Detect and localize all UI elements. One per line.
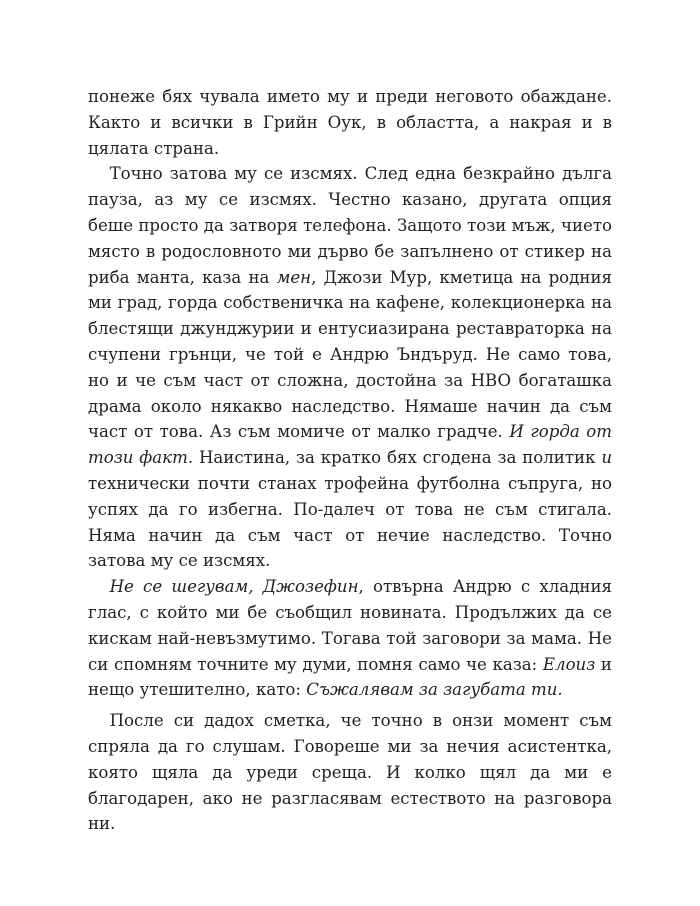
paragraph: [88, 708, 612, 837]
paragraph: [88, 84, 612, 161]
paragraph: [88, 574, 612, 703]
body-text-run: После си дадох сметка, че точно в онзи момент съм спряла да го слушам. Говореше ми за нечия асистентка, която щяла да уреди среща. И колко щял да ми е благодарен, ако не разгласявам естеството на разговора ни.: [88, 711, 612, 834]
body-text-run: и нещо утешително, като:: [88, 654, 612, 700]
body-text-run: Наистина, за кратко бях сгодена за политик: [193, 448, 602, 468]
body-text: [88, 84, 612, 837]
paragraph: [88, 161, 612, 574]
italic-text: мен: [276, 267, 312, 287]
body-text-run: понеже бях чувала името му и преди неговото обаждане. Както и всички в Грийн Оук, в областта, а накрая и в цялата страна.: [88, 87, 612, 158]
body-text-run: , отвърна Андрю с хладния глас, с който ми бе съобщил новината. Продължих да се кискам най-невъзмутимо. Тогава той заговори за мама. Не си спомням точните му думи, помня само че каза:: [88, 577, 612, 674]
italic-text: И горда от този факт.: [88, 422, 613, 468]
italic-text: Елоиз: [542, 654, 596, 674]
body-text-run: технически почти станах трофейна футболна съпруга, но успях да го избегна. По-далеч от това не съм стигала. Няма начин да съм част от нечие наследство. Точно затова му се изсмях.: [88, 473, 612, 571]
body-text-run: Точно затова му се изсмях. След една безкрайно дълга пауза, аз му се изсмях. Честно казано, другата опция беше просто да затворя телефона. Защото този мъж, чието място в родословното ми дърво бе запълнено от стикер на риба манта, каза на: [88, 164, 612, 287]
italic-text: Не се шегувам, Джозефин: [109, 577, 359, 597]
italic-text: Съжалявам за загубата ти.: [306, 680, 563, 700]
italic-text: и: [601, 448, 612, 468]
body-text-run: , Джози Мур, кметица на родния ми град, горда собственичка на кафене, колекционерка на блестящи джунджурии и ентусиазирана реставраторка на счупени грънци, че той е Андрю Ъндъруд. Не само това, но и че съм част от сложна, достойна за HBO богаташка драма около някакво наследство. Нямаше начин да съм част от това. Аз съм момиче от малко градче.: [88, 267, 612, 442]
